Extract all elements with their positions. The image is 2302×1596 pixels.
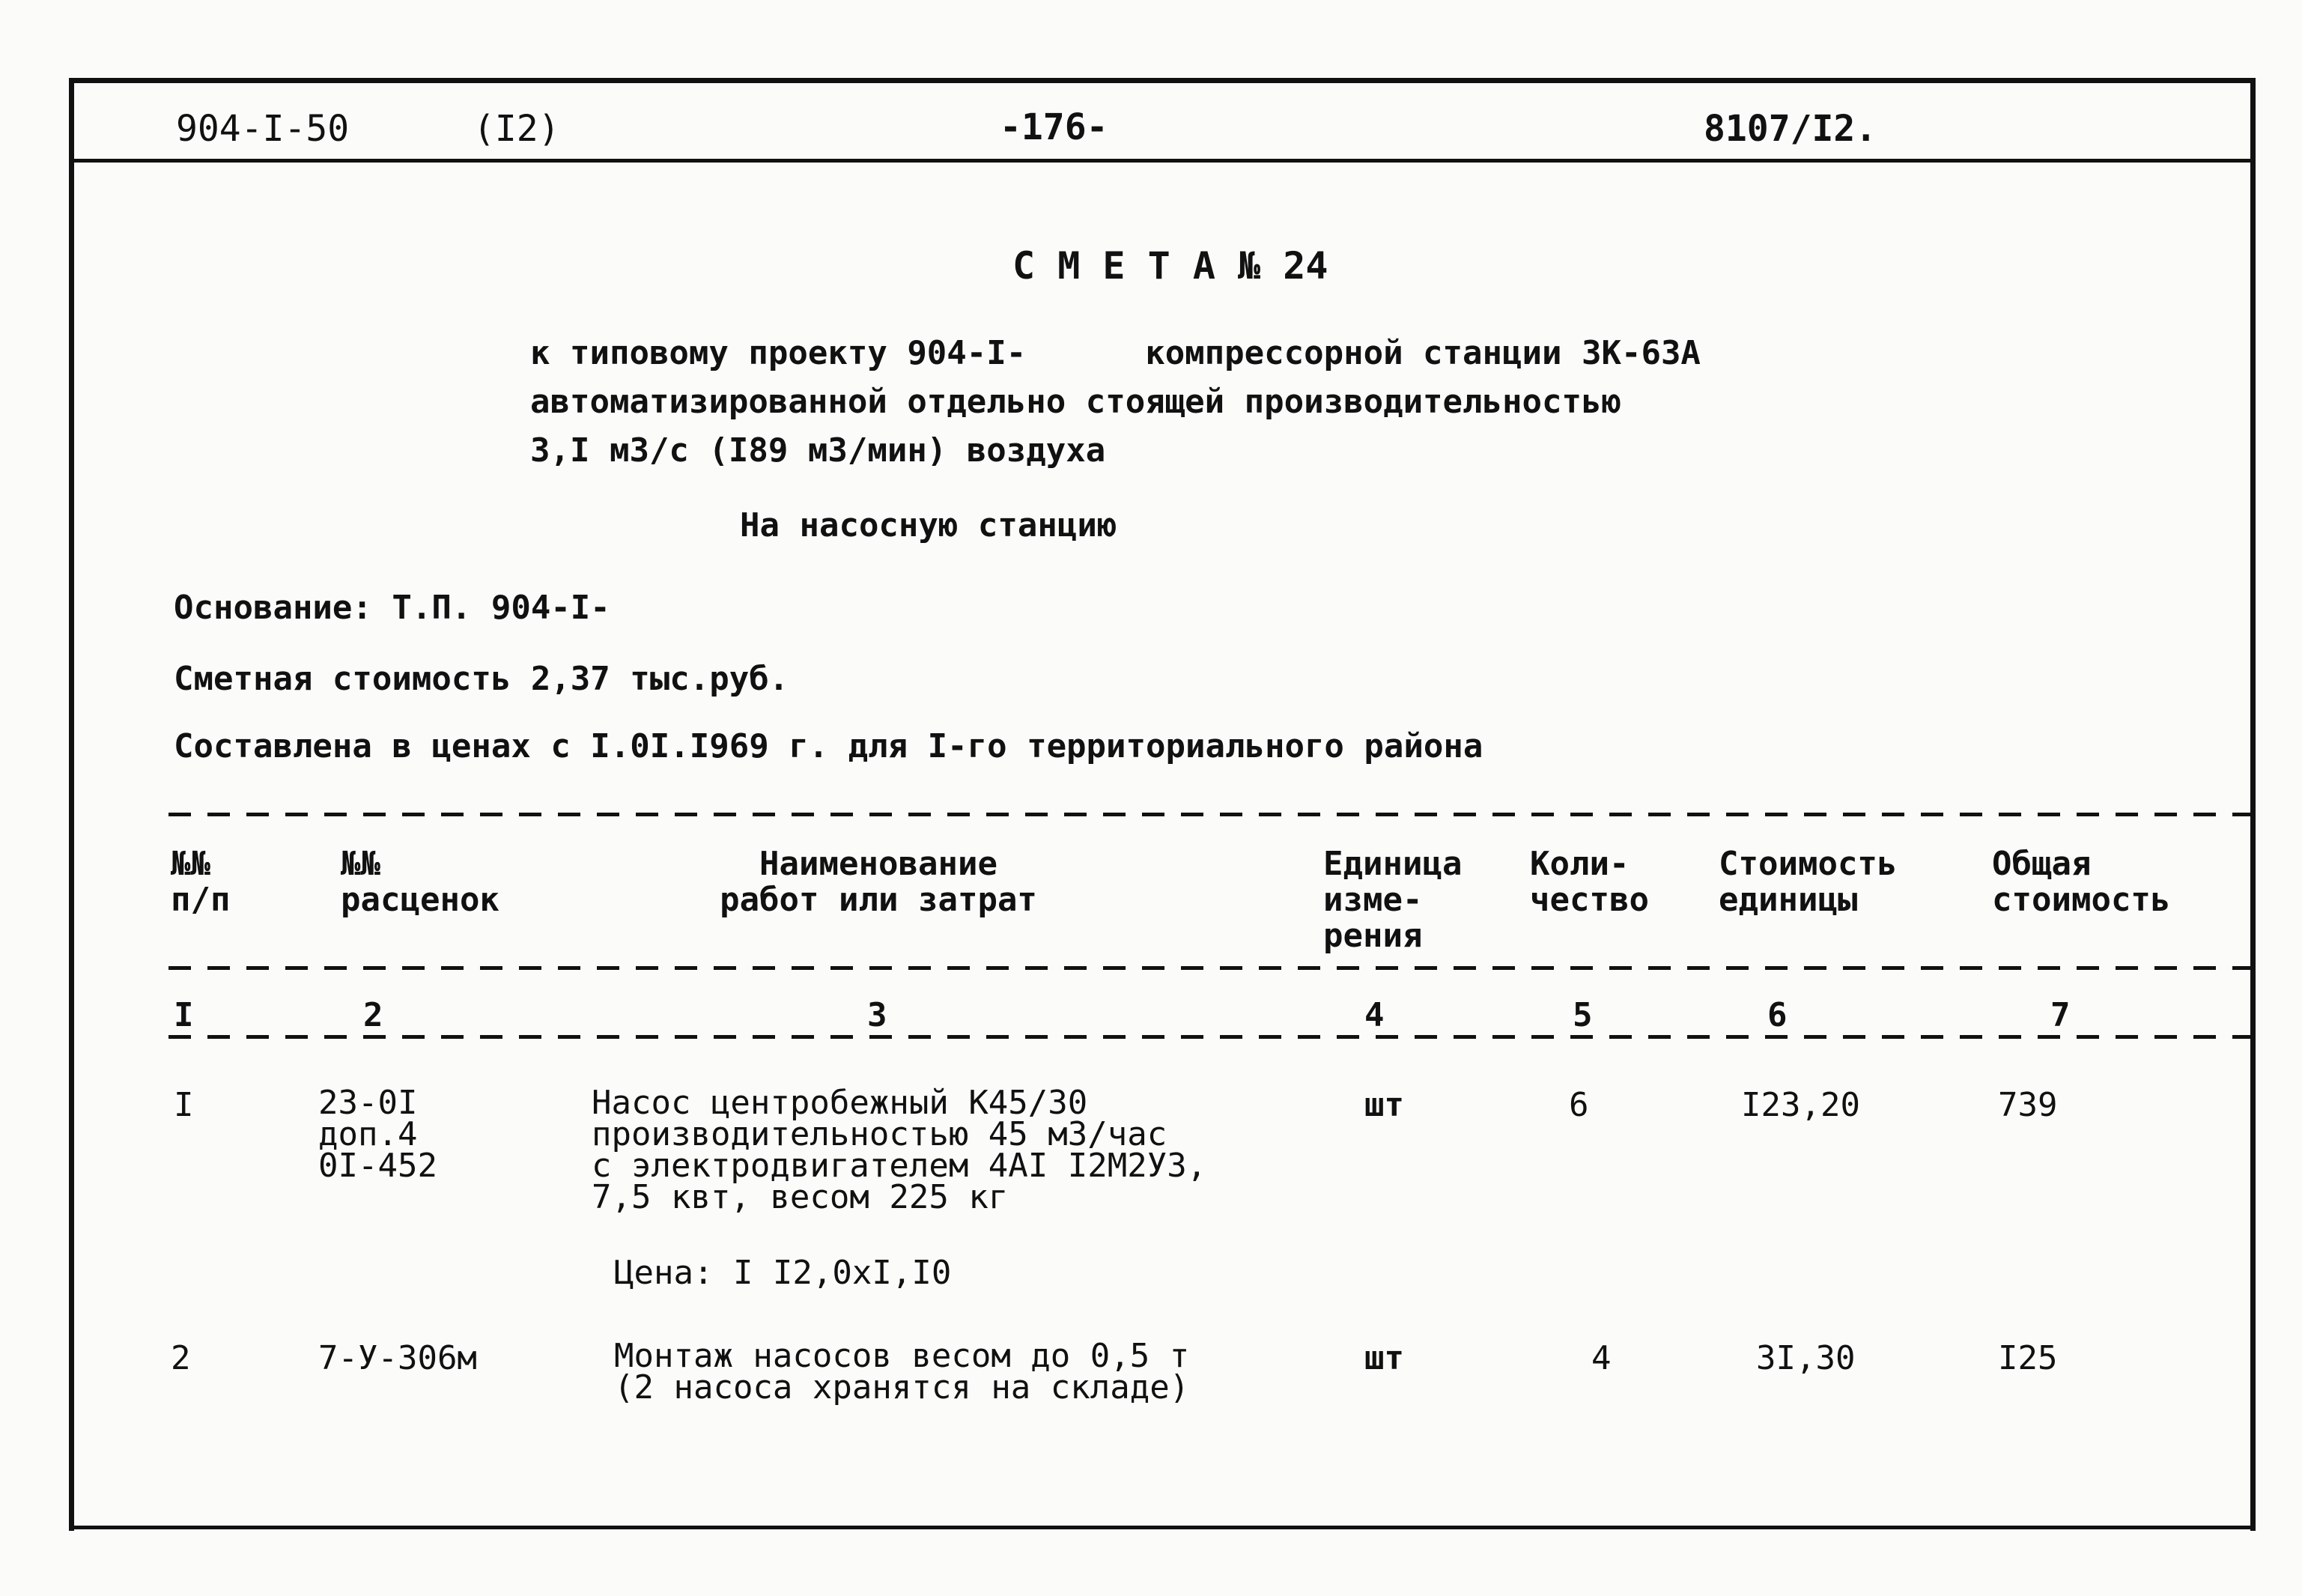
col-header-code: №№ расценок xyxy=(341,845,499,919)
table-row-2-num: 2 xyxy=(171,1339,191,1377)
col-header-qty: Коли- чество xyxy=(1530,845,1649,919)
basis-line: Основание: Т.П. 904-I- xyxy=(174,589,610,627)
price-basis-line: Составлена в ценах с I.0I.I969 г. для I-го территориального района xyxy=(174,727,1483,765)
subtitle-line-1: к типовому проекту 904-I- компрессорной станции ЗК-63А xyxy=(530,334,1701,372)
table-row-2-unit-cost: 3I,30 xyxy=(1756,1339,1856,1377)
table-rule-header-bottom xyxy=(168,966,2250,970)
header-divider xyxy=(69,159,2256,163)
section-title: На насосную станцию xyxy=(740,506,1117,544)
document-number: 8107/I2. xyxy=(1704,108,1877,150)
table-rule-colnum-bottom xyxy=(168,1035,2250,1039)
col-header-unit: Единица изме- рения xyxy=(1323,845,1463,955)
col-header-unit-cost: Стоимость единицы xyxy=(1719,845,1898,919)
frame-bottom-border xyxy=(69,1526,2256,1529)
sheet-number: (I2) xyxy=(473,108,560,150)
project-code: 904-I-50 xyxy=(176,108,350,150)
table-row-1-total: 739 xyxy=(1998,1086,2058,1124)
frame-left-border xyxy=(69,78,74,1531)
subtitle-line-3: 3,I м3/с (I89 м3/мин) воздуха xyxy=(530,431,1106,470)
table-row-2-unit: шт xyxy=(1364,1339,1404,1377)
col-number-5: 5 xyxy=(1573,996,1593,1034)
table-row-1-num: I xyxy=(174,1086,194,1124)
table-row-2-total: I25 xyxy=(1998,1339,2058,1377)
col-header-num: №№ п/п xyxy=(171,845,231,919)
table-rule-top xyxy=(168,813,2250,816)
estimated-cost-line: Сметная стоимость 2,37 тыс.руб. xyxy=(174,660,789,698)
frame-top-border xyxy=(69,78,2256,83)
table-row-2-qty: 4 xyxy=(1591,1339,1612,1377)
subtitle-line-2: автоматизированной отдельно стоящей производительностью xyxy=(530,383,1621,421)
col-number-2: 2 xyxy=(363,996,383,1034)
col-number-6: 6 xyxy=(1767,996,1788,1034)
col-number-4: 4 xyxy=(1364,996,1385,1034)
table-row-2-name: Монтаж насосов весом до 0,5 т (2 насоса хранятся на складе) xyxy=(614,1337,1190,1407)
document-title: С М Е Т А № 24 xyxy=(1012,244,1328,288)
page-number: -176- xyxy=(1000,106,1108,148)
frame-right-border xyxy=(2250,78,2256,1531)
col-number-3: 3 xyxy=(867,996,887,1034)
table-row-1-qty: 6 xyxy=(1569,1086,1589,1124)
table-row-2-code: 7-У-306м xyxy=(318,1339,477,1377)
col-number-7: 7 xyxy=(2050,996,2071,1034)
col-number-1: I xyxy=(174,996,194,1034)
col-header-total: Общая стоимость xyxy=(1992,845,2171,919)
table-row-1-unit: шт xyxy=(1364,1086,1404,1124)
table-row-1-code: 23-0I доп.4 0I-452 xyxy=(318,1084,437,1185)
table-row-1-price-note: Цена: I I2,0xI,I0 xyxy=(614,1254,952,1292)
table-row-1-name: Насос центробежный К45/30 производительностью 45 м3/час с электродвигателем 4АI I2М2У3, 7,5 квт, весом 225 кг xyxy=(592,1084,1207,1216)
col-header-name: Наименование работ или затрат xyxy=(720,845,1037,919)
table-row-1-unit-cost: I23,20 xyxy=(1741,1086,1860,1124)
